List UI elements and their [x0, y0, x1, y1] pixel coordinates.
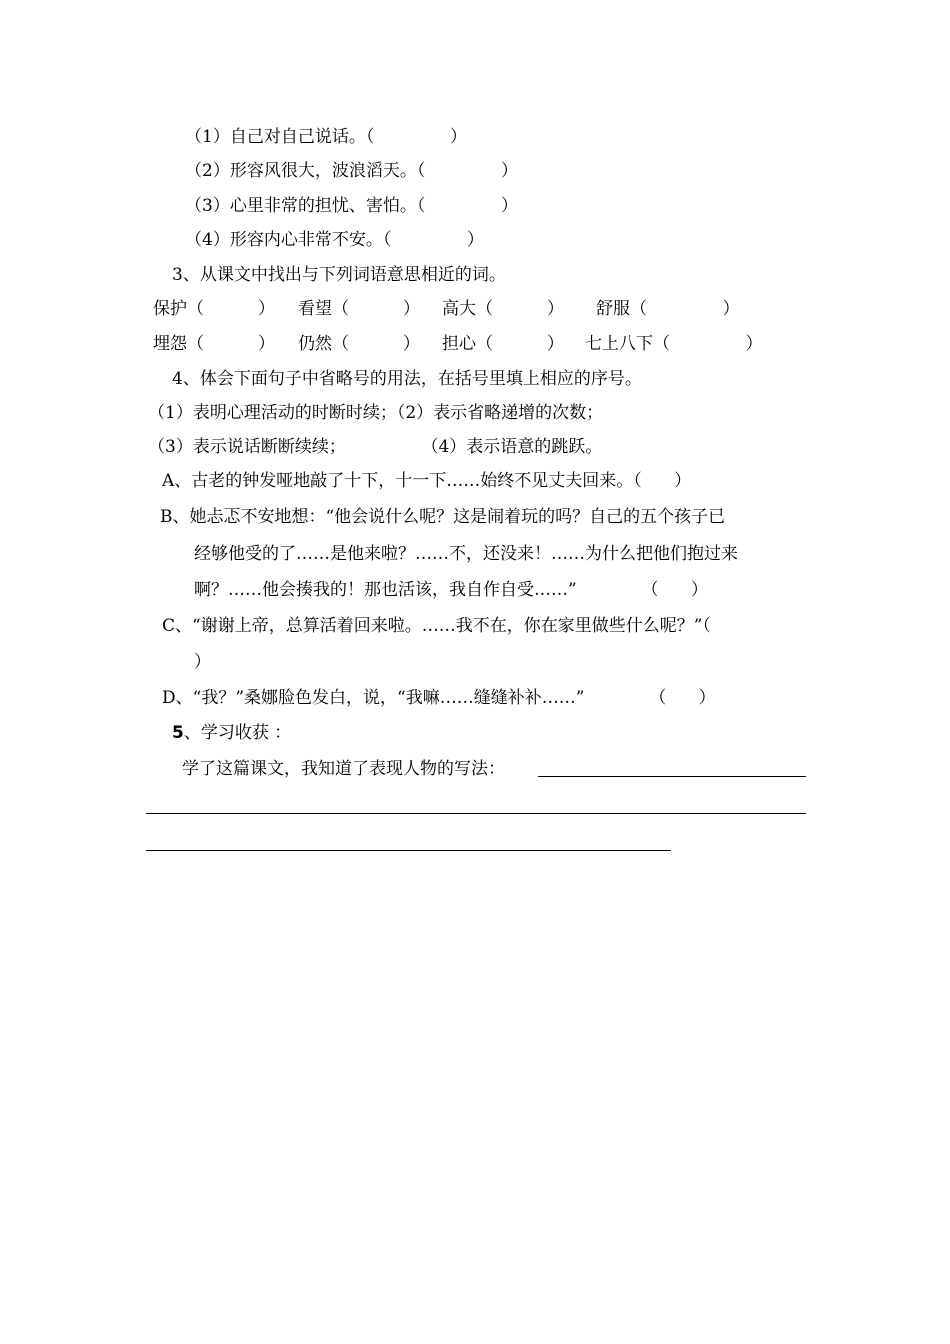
synonym-visit: 看望（ ） — [298, 299, 421, 319]
synonym-worry: 担心（ ） — [442, 334, 565, 354]
synonym-uneasy: 七上八下（ ） — [585, 334, 763, 354]
sentence-b-1: B、她忐忑不安地想：“他会说什么呢？这是闹着玩的吗？自己的五个孩子已 — [160, 507, 726, 527]
section4-options-2: （3）表示说话断断续续； （4）表示语意的跳跃。 — [148, 437, 603, 457]
section5-title: 、学习收获 ： — [183, 723, 292, 743]
synonym-tall: 高大（ ） — [442, 299, 565, 319]
section5-number: 5 — [172, 723, 184, 743]
section5-prompt: 学了这篇课文，我知道了表现人物的写法： — [182, 759, 505, 779]
section4-heading: 4、体会下面句子中省略号的用法，在括号里填上相应的序号。 — [172, 369, 642, 389]
sentence-b-3: 啊？……他会揍我的！那也活该，我自作自受……” （ ） — [194, 580, 708, 600]
item-1: （1）自己对自己说话。（ ） — [185, 127, 467, 147]
section3-heading: 3、从课文中找出与下列词语意思相近的词。 — [172, 265, 506, 285]
item-3: （3）心里非常的担忧、害怕。（ ） — [185, 196, 518, 216]
synonym-still: 仍然（ ） — [298, 334, 421, 354]
synonym-protect: 保护（ ） — [153, 299, 276, 319]
sentence-c-2: ） — [194, 652, 211, 672]
sentence-a: A、古老的钟发哑地敲了十下，十一下……始终不见丈夫回来。（ ） — [162, 471, 692, 491]
sentence-d: D、“我？”桑娜脸色发白，说，“我嘛……缝缝补补……” （ ） — [162, 688, 716, 708]
answer-line-3[interactable] — [146, 850, 671, 851]
synonym-comfortable: 舒服（ ） — [596, 299, 740, 319]
section5-heading — [172, 722, 291, 744]
answer-line-2[interactable] — [146, 813, 806, 814]
synonym-complain: 埋怨（ ） — [153, 334, 276, 354]
section4-options-1: （1）表明心理活动的时断时续；（2）表示省略递增的次数； — [148, 403, 604, 423]
item-4: （4）形容内心非常不安。（ ） — [185, 230, 484, 250]
item-2: （2）形容风很大，波浪滔天。（ ） — [185, 161, 518, 181]
answer-line-1[interactable] — [538, 776, 806, 777]
sentence-b-2: 经够他受的了……是他来啦？……不，还没来！……为什么把他们抱过来 — [194, 544, 738, 564]
sentence-c-1: C、“谢谢上帝，总算活着回来啦。……我不在，你在家里做些什么呢？”（ — [162, 616, 711, 636]
